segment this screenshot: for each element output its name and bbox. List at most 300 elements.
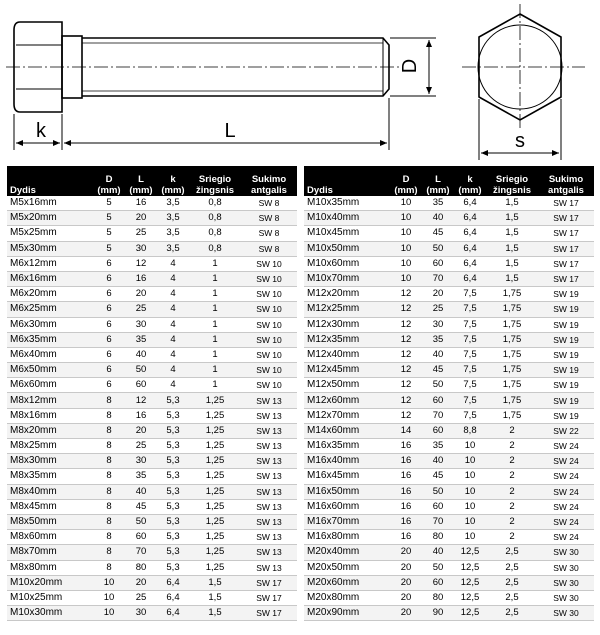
- cell-k: 7,5: [454, 287, 486, 302]
- cell-l: 30: [125, 454, 157, 469]
- cell-l: 50: [125, 363, 157, 378]
- cell-l: 45: [422, 226, 454, 241]
- cell-thread-pitch: 0,8: [189, 226, 241, 241]
- cell-k: 6,4: [454, 211, 486, 226]
- cell-k: 3,5: [157, 196, 189, 211]
- cell-size: M10x60mm: [304, 256, 390, 271]
- table-row: [304, 423, 594, 438]
- cell-thread-pitch: 2,5: [486, 560, 538, 575]
- cell-l: 40: [422, 545, 454, 560]
- cell-k: 5,3: [157, 514, 189, 529]
- table-row: [7, 287, 297, 302]
- header-thread-pitch: Sriegio žingsnis: [189, 166, 241, 196]
- cell-l: 16: [125, 271, 157, 286]
- cell-wrench-size: SW 8: [241, 211, 297, 226]
- header-wrench-size: Sukimo antgalis: [241, 166, 297, 196]
- bolt-dimension-drawing: [0, 0, 600, 165]
- cell-d: 10: [390, 196, 422, 211]
- table-row: [304, 256, 594, 271]
- cell-size: M20x90mm: [304, 606, 390, 621]
- cell-d: 5: [93, 196, 125, 211]
- cell-k: 7,5: [454, 332, 486, 347]
- cell-size: M8x40mm: [7, 484, 93, 499]
- table-row: [304, 211, 594, 226]
- cell-l: 70: [422, 408, 454, 423]
- table-row: [7, 530, 297, 545]
- cell-d: 16: [390, 499, 422, 514]
- cell-size: M14x60mm: [304, 423, 390, 438]
- cell-size: M16x60mm: [304, 499, 390, 514]
- cell-l: 30: [125, 241, 157, 256]
- cell-k: 3,5: [157, 241, 189, 256]
- cell-d: 10: [390, 241, 422, 256]
- cell-wrench-size: SW 10: [241, 378, 297, 393]
- cell-l: 40: [125, 347, 157, 362]
- cell-size: M10x25mm: [7, 590, 93, 605]
- header-d: D (mm): [390, 166, 422, 196]
- cell-l: 16: [125, 408, 157, 423]
- cell-d: 8: [93, 514, 125, 529]
- cell-k: 5,3: [157, 408, 189, 423]
- cell-size: M8x25mm: [7, 439, 93, 454]
- cell-size: M5x30mm: [7, 241, 93, 256]
- table-row: [7, 347, 297, 362]
- cell-size: M20x50mm: [304, 560, 390, 575]
- cell-thread-pitch: 1: [189, 302, 241, 317]
- cell-thread-pitch: 1,25: [189, 530, 241, 545]
- cell-k: 4: [157, 271, 189, 286]
- cell-l: 35: [125, 332, 157, 347]
- cell-size: M20x80mm: [304, 590, 390, 605]
- cell-l: 60: [422, 393, 454, 408]
- spec-table-left: [7, 166, 297, 621]
- cell-wrench-size: SW 13: [241, 484, 297, 499]
- cell-size: M12x40mm: [304, 347, 390, 362]
- cell-k: 6,4: [454, 196, 486, 211]
- table-row: [304, 499, 594, 514]
- cell-wrench-size: SW 17: [538, 196, 594, 211]
- cell-size: M8x12mm: [7, 393, 93, 408]
- cell-wrench-size: SW 30: [538, 575, 594, 590]
- cell-thread-pitch: 2,5: [486, 606, 538, 621]
- table-row: [7, 363, 297, 378]
- cell-thread-pitch: 1,25: [189, 514, 241, 529]
- table-row: [304, 606, 594, 621]
- cell-size: M12x50mm: [304, 378, 390, 393]
- cell-k: 10: [454, 514, 486, 529]
- cell-size: M8x45mm: [7, 499, 93, 514]
- cell-thread-pitch: 1,5: [486, 196, 538, 211]
- cell-l: 50: [422, 484, 454, 499]
- table-row: [7, 317, 297, 332]
- table-row: [304, 332, 594, 347]
- cell-l: 50: [125, 514, 157, 529]
- cell-k: 5,3: [157, 484, 189, 499]
- cell-thread-pitch: 2: [486, 514, 538, 529]
- cell-wrench-size: SW 13: [241, 469, 297, 484]
- cell-d: 10: [93, 575, 125, 590]
- table-row: [7, 423, 297, 438]
- cell-l: 80: [422, 530, 454, 545]
- cell-k: 10: [454, 484, 486, 499]
- table-row: [7, 408, 297, 423]
- cell-wrench-size: SW 24: [538, 530, 594, 545]
- cell-k: 5,3: [157, 439, 189, 454]
- cell-l: 50: [422, 241, 454, 256]
- cell-l: 20: [125, 211, 157, 226]
- table-row: [304, 590, 594, 605]
- cell-thread-pitch: 0,8: [189, 241, 241, 256]
- table-row: [7, 439, 297, 454]
- cell-thread-pitch: 1,75: [486, 317, 538, 332]
- cell-size: M12x30mm: [304, 317, 390, 332]
- cell-d: 10: [93, 590, 125, 605]
- cell-k: 4: [157, 302, 189, 317]
- cell-thread-pitch: 1,25: [189, 484, 241, 499]
- cell-thread-pitch: 1,75: [486, 332, 538, 347]
- table-row: [304, 378, 594, 393]
- cell-wrench-size: SW 10: [241, 317, 297, 332]
- cell-wrench-size: SW 19: [538, 332, 594, 347]
- cell-wrench-size: SW 19: [538, 378, 594, 393]
- cell-thread-pitch: 0,8: [189, 211, 241, 226]
- table-row: [7, 499, 297, 514]
- cell-k: 10: [454, 530, 486, 545]
- cell-size: M6x25mm: [7, 302, 93, 317]
- cell-d: 16: [390, 439, 422, 454]
- cell-thread-pitch: 1,5: [486, 211, 538, 226]
- cell-thread-pitch: 1,25: [189, 560, 241, 575]
- dimension-d-label: D: [399, 58, 421, 74]
- cell-wrench-size: SW 24: [538, 499, 594, 514]
- cell-thread-pitch: 1: [189, 363, 241, 378]
- cell-d: 6: [93, 302, 125, 317]
- cell-d: 10: [93, 606, 125, 621]
- cell-d: 16: [390, 530, 422, 545]
- table-row: [7, 256, 297, 271]
- table-row: [304, 575, 594, 590]
- table-row: [7, 393, 297, 408]
- header-k: k (mm): [454, 166, 486, 196]
- cell-l: 35: [422, 439, 454, 454]
- cell-thread-pitch: 2: [486, 484, 538, 499]
- cell-d: 5: [93, 241, 125, 256]
- table-row: [7, 514, 297, 529]
- cell-k: 4: [157, 363, 189, 378]
- cell-size: M6x20mm: [7, 287, 93, 302]
- cell-l: 40: [422, 347, 454, 362]
- cell-wrench-size: SW 30: [538, 590, 594, 605]
- cell-l: 40: [125, 484, 157, 499]
- cell-thread-pitch: 1,5: [189, 606, 241, 621]
- cell-k: 10: [454, 469, 486, 484]
- cell-thread-pitch: 1,25: [189, 454, 241, 469]
- cell-l: 12: [125, 256, 157, 271]
- table-header: [7, 166, 297, 196]
- cell-l: 20: [125, 575, 157, 590]
- cell-d: 20: [390, 575, 422, 590]
- cell-d: 6: [93, 332, 125, 347]
- cell-l: 70: [125, 545, 157, 560]
- cell-size: M10x40mm: [304, 211, 390, 226]
- cell-d: 20: [390, 545, 422, 560]
- cell-d: 20: [390, 590, 422, 605]
- cell-d: 12: [390, 393, 422, 408]
- cell-size: M12x25mm: [304, 302, 390, 317]
- cell-size: M10x20mm: [7, 575, 93, 590]
- cell-l: 50: [422, 560, 454, 575]
- table-row: [304, 317, 594, 332]
- cell-thread-pitch: 1,75: [486, 393, 538, 408]
- cell-size: M16x80mm: [304, 530, 390, 545]
- cell-wrench-size: SW 10: [241, 332, 297, 347]
- cell-l: 30: [125, 606, 157, 621]
- cell-l: 45: [125, 499, 157, 514]
- cell-k: 5,3: [157, 499, 189, 514]
- cell-l: 60: [422, 575, 454, 590]
- cell-thread-pitch: 1: [189, 332, 241, 347]
- cell-k: 7,5: [454, 317, 486, 332]
- cell-k: 4: [157, 317, 189, 332]
- cell-d: 8: [93, 545, 125, 560]
- cell-wrench-size: SW 13: [241, 545, 297, 560]
- table-row: [7, 484, 297, 499]
- cell-l: 25: [125, 439, 157, 454]
- cell-wrench-size: SW 24: [538, 484, 594, 499]
- cell-k: 6,4: [454, 271, 486, 286]
- cell-thread-pitch: 1,75: [486, 347, 538, 362]
- cell-thread-pitch: 2,5: [486, 575, 538, 590]
- cell-d: 6: [93, 363, 125, 378]
- cell-size: M10x35mm: [304, 196, 390, 211]
- cell-wrench-size: SW 13: [241, 408, 297, 423]
- cell-size: M20x60mm: [304, 575, 390, 590]
- cell-l: 70: [422, 271, 454, 286]
- cell-l: 50: [422, 378, 454, 393]
- cell-wrench-size: SW 13: [241, 423, 297, 438]
- cell-k: 3,5: [157, 211, 189, 226]
- cell-wrench-size: SW 13: [241, 514, 297, 529]
- cell-k: 5,3: [157, 530, 189, 545]
- table-row: [304, 226, 594, 241]
- cell-l: 60: [125, 378, 157, 393]
- cell-wrench-size: SW 17: [241, 606, 297, 621]
- cell-k: 3,5: [157, 226, 189, 241]
- table-row: [304, 241, 594, 256]
- cell-wrench-size: SW 19: [538, 347, 594, 362]
- table-row: [7, 378, 297, 393]
- table-row: [7, 606, 297, 621]
- cell-k: 6,4: [454, 256, 486, 271]
- cell-size: M12x60mm: [304, 393, 390, 408]
- cell-l: 20: [125, 287, 157, 302]
- table-row: [7, 226, 297, 241]
- cell-k: 6,4: [157, 590, 189, 605]
- table-row: [304, 393, 594, 408]
- cell-size: M8x50mm: [7, 514, 93, 529]
- cell-d: 12: [390, 332, 422, 347]
- cell-l: 30: [422, 317, 454, 332]
- cell-thread-pitch: 1,5: [486, 226, 538, 241]
- cell-d: 12: [390, 302, 422, 317]
- cell-d: 6: [93, 271, 125, 286]
- cell-size: M6x12mm: [7, 256, 93, 271]
- cell-l: 40: [422, 454, 454, 469]
- cell-size: M8x20mm: [7, 423, 93, 438]
- dimension-l-label: L: [224, 120, 236, 142]
- cell-wrench-size: SW 8: [241, 226, 297, 241]
- cell-d: 16: [390, 484, 422, 499]
- cell-d: 10: [390, 271, 422, 286]
- cell-k: 5,3: [157, 393, 189, 408]
- cell-wrench-size: SW 10: [241, 363, 297, 378]
- cell-thread-pitch: 1,75: [486, 408, 538, 423]
- cell-k: 7,5: [454, 302, 486, 317]
- cell-l: 20: [422, 287, 454, 302]
- cell-k: 5,3: [157, 560, 189, 575]
- cell-k: 12,5: [454, 606, 486, 621]
- cell-thread-pitch: 1,75: [486, 363, 538, 378]
- cell-k: 6,4: [454, 241, 486, 256]
- cell-wrench-size: SW 17: [241, 575, 297, 590]
- table-row: [7, 469, 297, 484]
- cell-thread-pitch: 1,25: [189, 439, 241, 454]
- cell-wrench-size: SW 10: [241, 271, 297, 286]
- table-row: [304, 545, 594, 560]
- table-header: [304, 166, 594, 196]
- cell-l: 35: [125, 469, 157, 484]
- cell-k: 10: [454, 499, 486, 514]
- cell-thread-pitch: 1,25: [189, 423, 241, 438]
- table-row: [7, 211, 297, 226]
- table-row: [7, 241, 297, 256]
- cell-k: 4: [157, 347, 189, 362]
- table-row: [7, 560, 297, 575]
- cell-thread-pitch: 1,25: [189, 545, 241, 560]
- cell-l: 70: [422, 514, 454, 529]
- cell-l: 80: [422, 590, 454, 605]
- cell-l: 12: [125, 393, 157, 408]
- table-row: [304, 196, 594, 211]
- cell-thread-pitch: 1: [189, 317, 241, 332]
- cell-d: 12: [390, 408, 422, 423]
- cell-d: 6: [93, 347, 125, 362]
- cell-k: 4: [157, 287, 189, 302]
- specification-tables: [7, 166, 597, 621]
- cell-k: 7,5: [454, 363, 486, 378]
- cell-d: 8: [93, 393, 125, 408]
- table-row: [7, 196, 297, 211]
- cell-size: M16x50mm: [304, 484, 390, 499]
- cell-d: 12: [390, 287, 422, 302]
- cell-d: 12: [390, 363, 422, 378]
- cell-size: M10x70mm: [304, 271, 390, 286]
- cell-d: 8: [93, 530, 125, 545]
- cell-thread-pitch: 1,75: [486, 287, 538, 302]
- table-row: [7, 454, 297, 469]
- header-size: Dydis: [304, 166, 390, 196]
- cell-wrench-size: SW 19: [538, 393, 594, 408]
- cell-wrench-size: SW 17: [538, 241, 594, 256]
- cell-thread-pitch: 1,5: [486, 241, 538, 256]
- cell-wrench-size: SW 19: [538, 302, 594, 317]
- cell-k: 6,4: [157, 575, 189, 590]
- cell-k: 12,5: [454, 560, 486, 575]
- header-k: k (mm): [157, 166, 189, 196]
- cell-thread-pitch: 2: [486, 423, 538, 438]
- table-row: [7, 271, 297, 286]
- cell-size: M8x60mm: [7, 530, 93, 545]
- cell-size: M5x16mm: [7, 196, 93, 211]
- table-row: [304, 302, 594, 317]
- cell-l: 90: [422, 606, 454, 621]
- cell-l: 30: [125, 317, 157, 332]
- cell-size: M16x40mm: [304, 454, 390, 469]
- cell-d: 16: [390, 454, 422, 469]
- table-row: [304, 484, 594, 499]
- cell-size: M5x25mm: [7, 226, 93, 241]
- cell-thread-pitch: 1: [189, 347, 241, 362]
- cell-l: 45: [422, 469, 454, 484]
- cell-size: M6x60mm: [7, 378, 93, 393]
- cell-l: 16: [125, 196, 157, 211]
- cell-d: 12: [390, 347, 422, 362]
- table-row: [304, 271, 594, 286]
- cell-wrench-size: SW 13: [241, 499, 297, 514]
- cell-wrench-size: SW 13: [241, 530, 297, 545]
- table-row: [7, 590, 297, 605]
- cell-k: 12,5: [454, 575, 486, 590]
- cell-l: 45: [422, 363, 454, 378]
- cell-size: M10x30mm: [7, 606, 93, 621]
- cell-thread-pitch: 1,25: [189, 499, 241, 514]
- table-row: [7, 575, 297, 590]
- cell-wrench-size: SW 17: [538, 271, 594, 286]
- table-row: [304, 469, 594, 484]
- cell-d: 8: [93, 484, 125, 499]
- cell-size: M16x35mm: [304, 439, 390, 454]
- cell-wrench-size: SW 13: [241, 560, 297, 575]
- cell-thread-pitch: 1,5: [486, 256, 538, 271]
- table-row: [7, 332, 297, 347]
- cell-d: 8: [93, 408, 125, 423]
- table-row: [7, 545, 297, 560]
- spec-table-right: [304, 166, 594, 621]
- cell-d: 6: [93, 378, 125, 393]
- cell-d: 5: [93, 226, 125, 241]
- cell-thread-pitch: 1: [189, 378, 241, 393]
- cell-wrench-size: SW 24: [538, 514, 594, 529]
- cell-wrench-size: SW 10: [241, 347, 297, 362]
- cell-wrench-size: SW 13: [241, 439, 297, 454]
- cell-thread-pitch: 1: [189, 287, 241, 302]
- cell-wrench-size: SW 10: [241, 256, 297, 271]
- cell-d: 5: [93, 211, 125, 226]
- cell-size: M12x35mm: [304, 332, 390, 347]
- cell-thread-pitch: 1,25: [189, 408, 241, 423]
- cell-thread-pitch: 1,25: [189, 393, 241, 408]
- cell-d: 12: [390, 378, 422, 393]
- cell-wrench-size: SW 30: [538, 560, 594, 575]
- cell-size: M8x70mm: [7, 545, 93, 560]
- cell-size: M20x40mm: [304, 545, 390, 560]
- cell-thread-pitch: 1,75: [486, 378, 538, 393]
- cell-wrench-size: SW 13: [241, 454, 297, 469]
- cell-thread-pitch: 1: [189, 271, 241, 286]
- cell-wrench-size: SW 24: [538, 439, 594, 454]
- cell-wrench-size: SW 8: [241, 241, 297, 256]
- cell-k: 5,3: [157, 423, 189, 438]
